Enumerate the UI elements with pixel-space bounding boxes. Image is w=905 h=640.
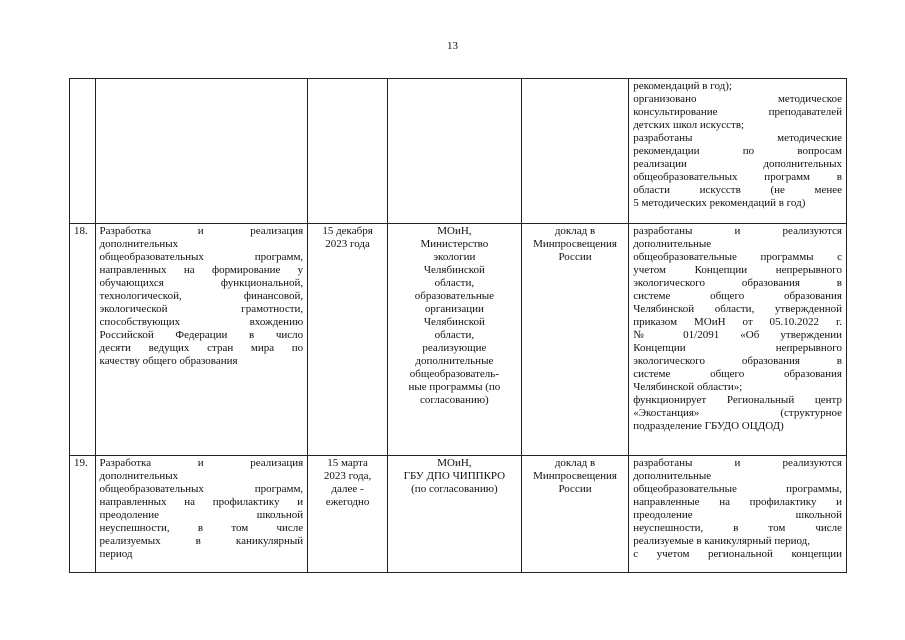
completion-form-cell xyxy=(521,224,628,456)
row-number-cell xyxy=(70,79,96,224)
cell-text-line: неуспешности, в том числе xyxy=(633,522,842,534)
cell-text-line: способствующих вхождению xyxy=(99,316,304,328)
cell-text-line: дополнительных xyxy=(99,238,179,250)
cell-text-line: Челябинской области»; xyxy=(633,381,743,393)
cell-text-line: качеству общего образования xyxy=(99,355,238,367)
cell-text-line: дополнительных xyxy=(99,470,179,482)
cell-text-line: организации xyxy=(424,303,484,315)
cell-text-line: 15 декабря xyxy=(322,225,373,237)
cell-text-line: экологической грамотности, xyxy=(99,303,304,315)
cell-text-line: области, xyxy=(434,277,475,289)
activity-name-cell xyxy=(95,224,308,456)
cell-text-line: Разработка и реализация xyxy=(99,457,304,469)
table-row xyxy=(70,224,847,456)
cell-text-line: Разработка и реализация xyxy=(99,225,304,237)
cell-text-line: разработаны и реализуются xyxy=(633,225,842,237)
cell-text-line: организовано методическое xyxy=(633,93,842,105)
cell-text-line: экологии xyxy=(433,251,476,263)
cell-text-line: детских школ искусств; xyxy=(633,119,745,131)
cell-text-line: 2023 года, xyxy=(323,470,372,482)
cell-text-line: направленных на профилактику и xyxy=(99,496,304,508)
cell-text-line: системе общего образования xyxy=(633,368,842,380)
cell-text-line: экологического образования в xyxy=(633,277,842,289)
cell-text-line: (по согласованию) xyxy=(411,483,498,495)
cell-text-line: учетом Концепции непрерывного xyxy=(633,264,842,276)
cell-text-line: реализуемых в каникулярный xyxy=(99,535,304,547)
responsible-cell xyxy=(387,79,521,224)
cell-text-line: ГБУ ДПО ЧИППКРО xyxy=(403,470,506,482)
row-number: 19. xyxy=(74,457,88,469)
cell-text-line: общеобразовательных программ, xyxy=(99,483,304,495)
cell-text-line: Министерство xyxy=(420,238,489,250)
cell-text-line: реализуемые в каникулярный период, xyxy=(633,535,811,547)
cell-text-line: подразделение ГБУДО ОЦДОД) xyxy=(633,420,784,432)
cell-text-line: МОиН, xyxy=(437,225,472,237)
cell-text-line: консультирование преподавателей xyxy=(633,106,842,118)
cell-text-line: дополнительные xyxy=(633,470,712,482)
cell-text-line: Минпросвещения xyxy=(533,470,617,482)
cell-text-line: направленных на формирование у xyxy=(99,264,304,276)
cell-text-line: далее - xyxy=(331,483,364,495)
cell-text-line: общеобразовательные программы с xyxy=(633,251,842,263)
cell-text-line: неуспешности, в том числе xyxy=(99,522,304,534)
cell-text-line: России xyxy=(558,483,592,495)
cell-text-line: направленные на профилактику и xyxy=(633,496,842,508)
cell-text-line: дополнительные xyxy=(633,238,712,250)
cell-text-line: разработаны методические xyxy=(633,132,842,144)
cell-text-line: Минпросвещения xyxy=(533,238,617,250)
activity-name-cell xyxy=(95,79,308,224)
responsible-cell xyxy=(387,224,521,456)
page-number: 13 xyxy=(447,40,458,52)
cell-text-line: согласованию) xyxy=(420,394,489,406)
row-number-cell xyxy=(70,224,96,456)
cell-text-line: образовательные xyxy=(414,290,495,302)
cell-text-line: области искусств (не менее xyxy=(633,184,842,196)
cell-text-line: дополнительные xyxy=(415,355,494,367)
cell-text-line: технологической, финансовой, xyxy=(99,290,304,302)
cell-text-line: преодоление школьной xyxy=(633,509,842,521)
cell-text-line: период xyxy=(99,548,133,560)
cell-text-line: области, xyxy=(434,329,475,341)
cell-text-line: экологического образования в xyxy=(633,355,842,367)
deadline-cell xyxy=(308,224,388,456)
cell-text-line: преодоление школьной xyxy=(99,509,304,521)
cell-text-line: общеобразователь- xyxy=(409,368,499,380)
completion-form-cell xyxy=(521,456,628,573)
expected-result-cell xyxy=(629,456,847,573)
expected-result-cell xyxy=(629,224,847,456)
cell-text-line: России xyxy=(558,251,592,263)
cell-text-line: функционирует Региональный центр xyxy=(633,394,842,406)
cell-text-line: с учетом региональной концепции xyxy=(633,548,842,560)
cell-text-line: 15 марта xyxy=(327,457,368,469)
cell-text-line: ные программы (по xyxy=(408,381,501,393)
cell-text-line: ежегодно xyxy=(325,496,370,508)
cell-text-line: Концепции непрерывного xyxy=(633,342,842,354)
cell-text-line: Челябинской xyxy=(423,264,485,276)
cell-text-line: приказом МОиН от 05.10.2022 г. xyxy=(633,316,842,328)
cell-text-line: реализации дополнительных xyxy=(633,158,842,170)
activity-name-cell xyxy=(95,456,308,573)
plan-table xyxy=(69,78,847,573)
cell-text-line: разработаны и реализуются xyxy=(633,457,842,469)
cell-text-line: доклад в xyxy=(554,457,596,469)
deadline-cell xyxy=(308,456,388,573)
cell-text-line: МОиН, xyxy=(437,457,472,469)
cell-text-line: рекомендации по вопросам xyxy=(633,145,842,157)
row-number: 18. xyxy=(74,225,88,237)
cell-text-line: десяти ведущих стран мира по xyxy=(99,342,304,354)
cell-text-line: № 01/2091 «Об утверждении xyxy=(633,329,842,341)
cell-text-line: Челябинской области, утвержденной xyxy=(633,303,842,315)
cell-text-line: доклад в xyxy=(554,225,596,237)
cell-text-line: реализующие xyxy=(422,342,487,354)
cell-text-line: «Экостанция» (структурное xyxy=(633,407,842,419)
cell-text-line: общеобразовательных программ, xyxy=(99,251,304,263)
cell-text-line: общеобразовательные программы, xyxy=(633,483,842,495)
completion-form-cell xyxy=(521,79,628,224)
expected-result-cell xyxy=(629,79,847,224)
cell-text-line: рекомендаций в год); xyxy=(633,80,732,92)
cell-text-line: 5 методических рекомендаций в год) xyxy=(633,197,806,209)
responsible-cell xyxy=(387,456,521,573)
cell-text-line: 2023 года xyxy=(325,238,370,250)
cell-text-line: Российской Федерации в число xyxy=(99,329,304,341)
row-number-cell xyxy=(70,456,96,573)
deadline-cell xyxy=(308,79,388,224)
cell-text-line: общеобразовательных программ в xyxy=(633,171,842,183)
table-row xyxy=(70,79,847,224)
cell-text-line: Челябинской xyxy=(423,316,485,328)
cell-text-line: обучающихся функциональной, xyxy=(99,277,304,289)
cell-text-line: системе общего образования xyxy=(633,290,842,302)
table-row xyxy=(70,456,847,573)
